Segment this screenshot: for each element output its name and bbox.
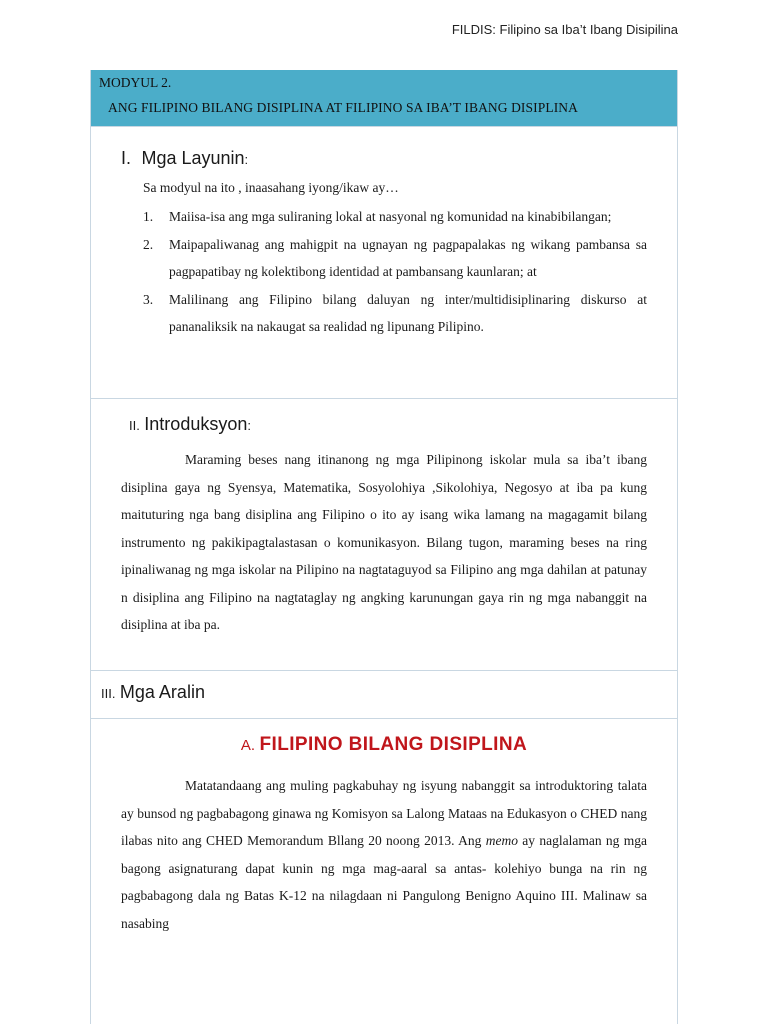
subsection-title: FILIPINO BILANG DISIPLINA xyxy=(259,734,528,755)
section-divider xyxy=(91,718,677,719)
layunin-intro: Sa modyul na ito , inaasahang iyong/ikaw ay… xyxy=(143,180,399,195)
section-layunin xyxy=(91,148,677,334)
module-frame xyxy=(90,70,678,1024)
heading-colon: : xyxy=(247,418,251,433)
running-header: FILDIS: Filipino sa Iba’t Ibang Disipilina xyxy=(451,22,678,37)
section-heading xyxy=(129,414,677,435)
section-divider xyxy=(91,398,677,399)
layunin-list xyxy=(143,203,647,341)
aralin-paragraph: Matatandaang ang muling pagkabuhay ng isyung nabanggit sa introduktoring talata ay bunsod ng pagbabagong ginawa ng Komisyon sa Lalong Mataas na Edukasyon o CHED nang ilabas nito ang CHED Memorandum Bllang 20 noong 2013. Ang memo ay naglalaman ng mga bagong asignaturang dapat kunin ng mga mag-aaral sa antas- kolehiyo bunga na rin ng pagbabagong dala ng Batas K-12 na nilagdaan ni Pangulong Benigno Aquino III. Malinaw sa nasabing xyxy=(121,778,647,931)
section-number: III. xyxy=(101,686,116,701)
section-heading xyxy=(101,682,677,703)
section-title: Mga Aralin xyxy=(119,682,205,702)
section-introduksyon xyxy=(91,414,677,632)
section-filipino-bilang-disiplina xyxy=(91,734,677,931)
section-title: Introduksyon xyxy=(144,414,248,434)
list-item: 3. Malilinang ang Filipino bilang daluyan ng inter/multidisiplinaring diskurso at pananaliksik na nakaugat sa realidad ng lipunang Pilipino. xyxy=(143,291,647,334)
list-item: 2. Maipapaliwanag ang mahigpit na ugnayan ng pagpapalakas ng wikang pambansa sa pagpapatibay ng kolektibong identidad at pambansang kaunlaran; at xyxy=(143,236,647,279)
list-item: 1. Maiisa-isa ang mga suliraning lokal at nasyonal ng komunidad na kinabibilangan; xyxy=(143,209,612,224)
heading-colon: : xyxy=(244,152,249,167)
subsection-letter: A. xyxy=(240,737,256,754)
section-mga-aralin xyxy=(91,682,677,703)
module-number: MODYUL 2. xyxy=(99,75,172,90)
emphasis-memo: memo xyxy=(485,833,518,848)
section-divider xyxy=(91,670,677,671)
section-title: Mga Layunin xyxy=(141,148,245,168)
module-banner xyxy=(91,70,677,127)
module-title: ANG FILIPINO BILANG DISIPLINA AT FILIPINO SA IBA’T IBANG DISIPLINA xyxy=(108,100,578,115)
section-heading xyxy=(121,148,677,169)
subsection-heading xyxy=(91,734,677,756)
section-number: II. xyxy=(129,418,140,433)
introduksyon-paragraph: Maraming beses nang itinanong ng mga Pilipinong iskolar mula sa iba’t ibang disiplina gaya ng Syensya, Matematika, Sosyolohiya ,Sikolohiya, Negosyo at iba pa kung maituturing nga bang disiplina ang Filipino o ito ay isang wika lamang na magagamit bilang instrumento ng pakikipagtalastasan o komunikasyon. Bilang tugon, maraming beses na ring ipinaliwanag ng mga iskolar na Pilipino na nagtataguyod sa Filipino ang mga dahilan at patunay n disiplina ang Filipino na nagtataglay ng angking karunungan gaya rin ng mga nabanggit na disiplina at iba pa. xyxy=(121,452,647,632)
section-number: I. xyxy=(121,148,132,168)
